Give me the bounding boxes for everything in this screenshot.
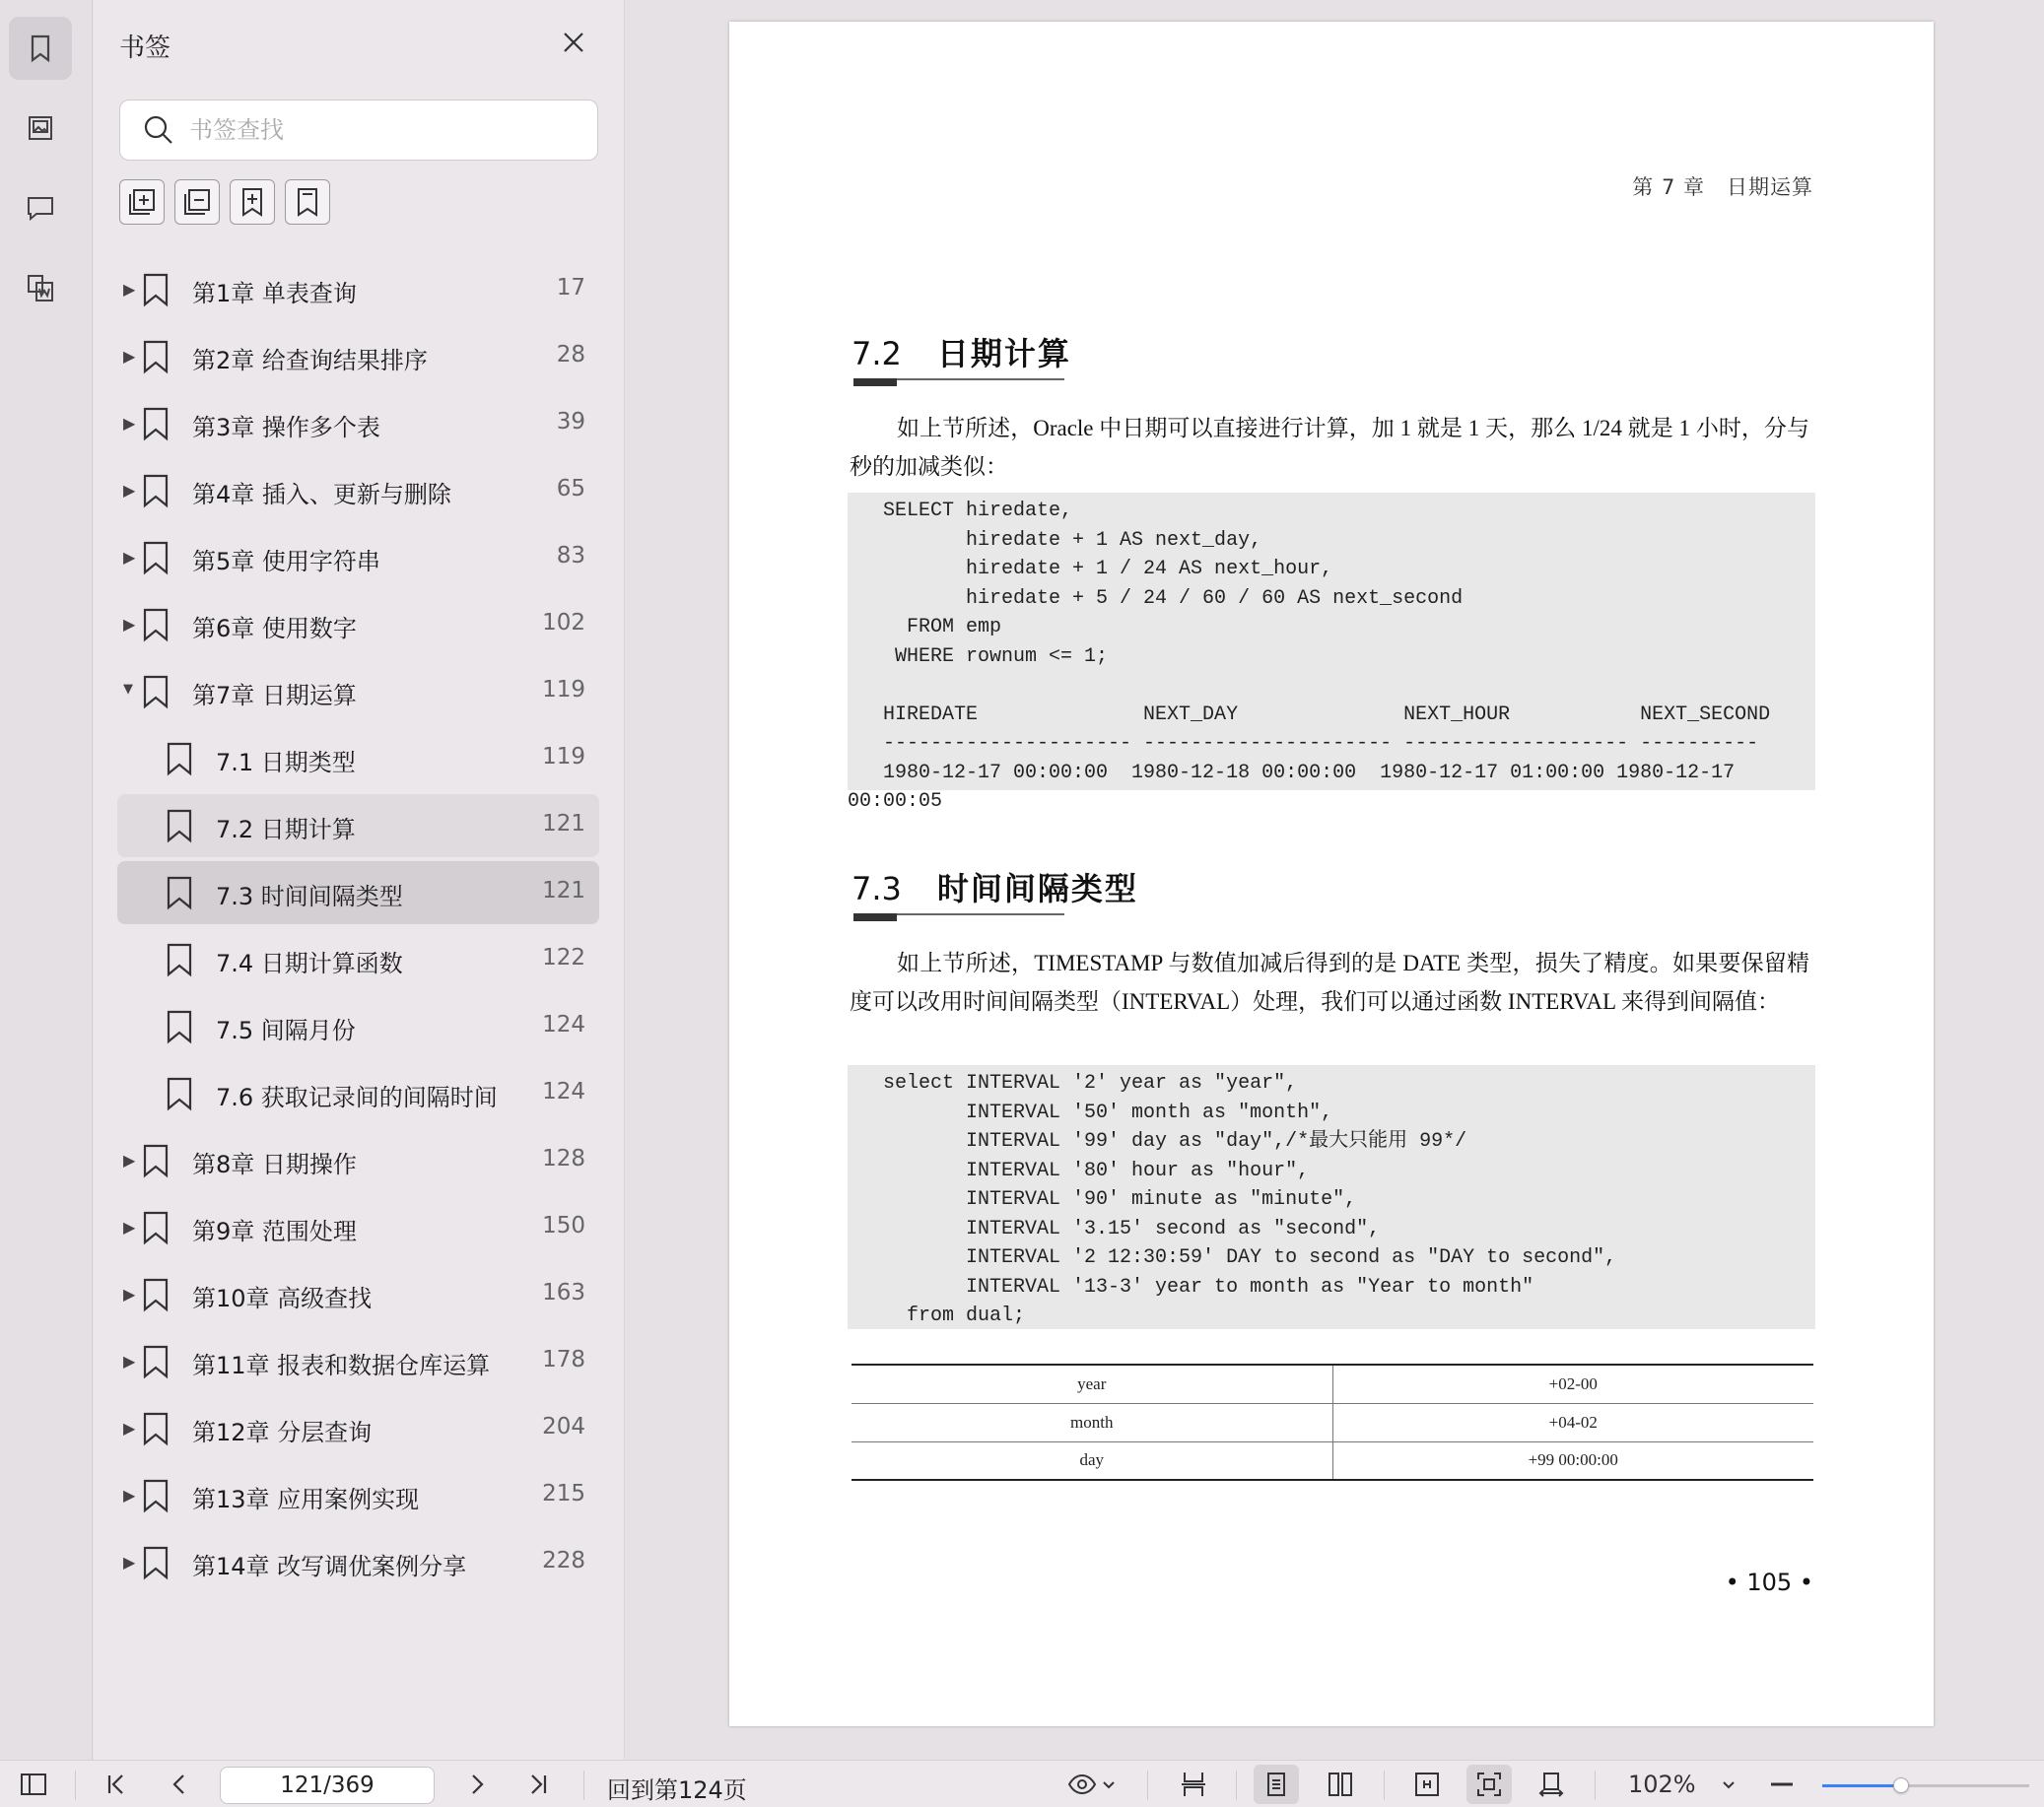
actual-size-button[interactable] [1530,1765,1573,1804]
bookmark-label: 第3章 操作多个表 [192,414,380,441]
collapsed-arrow-icon[interactable]: ▶ [123,1419,136,1438]
bookmark-page-number: 83 [556,543,585,569]
bookmark-icon [141,1277,170,1312]
bookmark-label: 第9章 范围处理 [192,1218,357,1245]
table-row [852,1441,1813,1480]
page-thumbnail-icon [24,271,57,304]
zoom-level[interactable]: 102% [1628,1771,1696,1798]
bookmark-icon [141,1478,170,1513]
page-number: • 105 • [1725,1569,1813,1596]
comment-icon [24,191,57,225]
section-rule [852,378,1062,388]
bookmark-label: 7.4 日期计算函数 [216,950,403,977]
collapsed-arrow-icon[interactable]: ▶ [123,347,136,366]
running-head: 第 7 章 日期运算 [1632,175,1813,199]
bookmark-label: 第14章 改写调优案例分享 [192,1553,467,1580]
bookmark-label: 7.3 时间间隔类型 [216,883,403,910]
next-page-button[interactable] [459,1765,495,1804]
bookmark-icon [141,473,170,508]
bookmark-icon [141,406,170,441]
bookmark-page-number: 128 [542,1146,585,1171]
bookmark-icon [141,1411,170,1446]
table-cell: +02-00 [1332,1365,1813,1403]
single-page-button[interactable] [1254,1765,1299,1804]
eye-icon [1067,1770,1097,1799]
section-heading-7-3 [852,864,1138,909]
bookmark-icon [141,674,170,709]
bookmark-toolbar [119,179,330,225]
bookmark-page-number: 39 [556,409,585,435]
bookmark-chapter-item[interactable] [117,1464,599,1527]
table-row [852,1365,1813,1403]
close-panel-button[interactable] [559,28,588,57]
panel-title: 书签 [119,33,171,63]
collapse-all-icon [180,185,214,219]
code-line: 1980-12-17 00:00:00 1980-12-18 00:00:00 1980-12-17 01:00:00 1980-12-17 [848,761,1736,784]
bookmark-icon [165,1076,194,1111]
bookmark-page-number: 65 [556,476,585,502]
bookmark-icon [141,607,170,642]
bookmark-icon [165,1009,194,1044]
bookmark-page-number: 178 [542,1347,585,1372]
bookmark-outline-icon [291,185,324,219]
zoom-slider-handle[interactable] [1893,1777,1909,1793]
bookmark-label: 第4章 插入、更新与删除 [192,481,451,508]
bookmark-icon [141,272,170,307]
zoom-slider[interactable] [1822,1784,2029,1787]
table-cell: year [852,1365,1332,1403]
bookmark-label: 第7章 日期运算 [192,682,357,709]
bookmark-page-number: 215 [542,1481,585,1506]
bookmark-label: 7.2 日期计算 [216,816,356,843]
last-page-icon [523,1770,553,1799]
zoom-out-button[interactable] [1766,1765,1798,1804]
code-block-interval [848,1065,1815,1329]
expanded-arrow-icon[interactable]: ▼ [123,682,133,697]
bottom-toolbar [0,1760,2044,1807]
code-line [848,671,1815,701]
bookmark-label: 第5章 使用字符串 [192,548,380,575]
table-cell: month [852,1403,1332,1441]
bookmark-label: 第2章 给查询结果排序 [192,347,428,374]
bookmark-page-number: 102 [542,610,585,636]
collapsed-arrow-icon[interactable]: ▶ [123,548,136,567]
code-line: hiredate + 1 AS next_day, [848,528,1262,552]
collapse-all-button[interactable] [174,179,220,225]
bookmark-section-item[interactable] [117,861,599,924]
bookmark-chapter-item[interactable] [117,526,599,589]
code-line: INTERVAL '90' minute as "minute", [848,1188,1357,1211]
page-break-icon [1179,1770,1208,1799]
fit-width-button[interactable] [1405,1765,1449,1804]
code-line: 00:00:05 [848,790,943,813]
bookmark-label: 第8章 日期操作 [192,1151,357,1178]
first-page-icon [102,1770,131,1799]
expand-all-icon [125,185,159,219]
bookmark-icon [165,875,194,910]
table-cell: day [852,1441,1332,1480]
previous-page-button[interactable] [162,1765,197,1804]
code-line: hiredate + 1 / 24 AS next_hour, [848,558,1333,580]
bookmark-page-number: 150 [542,1213,585,1238]
bookmark-section-item[interactable] [117,995,599,1058]
bookmark-chapter-item[interactable] [117,459,599,522]
code-line: hiredate + 5 / 24 / 60 / 60 AS next_second [848,586,1464,610]
chevron-down-icon [1101,1776,1117,1792]
toggle-sidebar-button[interactable] [14,1765,53,1804]
bookmark-search-box[interactable] [119,100,598,161]
bookmark-chapter-item[interactable] [117,1263,599,1326]
bookmark-label: 第13章 应用案例实现 [192,1486,420,1513]
code-line: HIREDATE NEXT_DAY NEXT_HOUR NEXT_SECOND [848,703,1771,726]
paragraph-interval: 如上节所述，TIMESTAMP 与数值加减后得到的是 DATE 类型，损失了精度。如果要保留精度可以改用时间间隔类型（INTERVAL）处理，我们可以通过函数 INTERVAL 来得到间隔值： [850,951,1809,1014]
bookmark-icon [141,1344,170,1379]
collapsed-arrow-icon[interactable]: ▶ [123,1151,136,1170]
bookmark-search-input[interactable] [189,116,564,144]
bookmark-chapter-item[interactable] [117,593,599,656]
collapsed-arrow-icon[interactable]: ▶ [123,1285,136,1304]
page-break-button[interactable] [1173,1765,1214,1804]
bookmark-page-number: 228 [542,1548,585,1573]
two-page-button[interactable] [1319,1765,1362,1804]
code-line: INTERVAL '2 12:30:59' DAY to second as "DAY to second", [848,1246,1617,1269]
section-title: 时间间隔类型 [936,870,1138,907]
collapsed-arrow-icon[interactable]: ▶ [123,1352,136,1371]
single-page-icon [1261,1770,1291,1799]
page-number-input[interactable] [220,1767,435,1804]
bookmark-label: 第10章 高级查找 [192,1285,373,1312]
bookmark-tab-button[interactable] [9,17,72,80]
bookmark-label: 第12章 分层查询 [192,1419,373,1446]
last-page-button[interactable] [520,1765,556,1804]
bookmark-icon [165,808,194,843]
bookmark-page-number: 119 [542,677,585,703]
bookmark-page-number: 124 [542,1012,585,1037]
bookmark-icon [24,32,57,65]
fit-page-button[interactable] [1466,1765,1512,1804]
collapsed-arrow-icon[interactable]: ▶ [123,1218,136,1237]
code-line: INTERVAL '13-3' year to month as "Year to month" [848,1275,1534,1299]
comment-tab-button[interactable] [9,176,72,239]
bookmark-icon [165,741,194,776]
collapsed-arrow-icon[interactable]: ▶ [123,615,136,634]
paragraph-date-calc: 如上节所述，Oracle 中日期可以直接进行计算，加 1 就是 1 天，那么 1/24 就是 1 小时，分与秒的加减类似： [850,416,1809,479]
collapsed-arrow-icon[interactable]: ▶ [123,481,136,500]
bookmark-chapter-item[interactable] [117,1129,599,1192]
two-page-icon [1326,1770,1355,1799]
bookmark-section-item[interactable] [117,1062,599,1125]
bookmark-section-item[interactable] [117,794,599,857]
code-line: INTERVAL '80' hour as "hour", [848,1159,1310,1182]
bookmark-page-number: 121 [542,878,585,904]
code-line: --------------------- --------------------- ------------------- ---------- [848,732,1759,755]
chevron-left-icon [165,1770,194,1799]
bookmark-icon [141,540,170,575]
bookmark-chapter-item[interactable] [117,1330,599,1393]
close-icon [562,31,585,54]
bookmark-page-number: 28 [556,342,585,368]
thumbnail-tab-button[interactable] [9,256,72,319]
section-number: 7.3 [852,870,902,907]
section-title: 日期计算 [936,335,1071,372]
section-rule [852,913,1062,923]
sidebar-icon-rail [0,0,93,1760]
bookmark-chapter-item[interactable] [117,660,599,723]
bookmark-icon [165,942,194,977]
code-line: WHERE rownum <= 1; [848,644,1109,668]
pdf-page [729,22,1934,1726]
table-cell: +99 00:00:00 [1332,1441,1813,1480]
add-bookmark-icon [236,185,269,219]
bookmark-icon [141,339,170,374]
code-line: INTERVAL '99' day as "day",/*最大只能用 99*/ [848,1130,1467,1153]
bookmark-icon [141,1545,170,1580]
zoom-dropdown-button[interactable] [1717,1765,1740,1804]
view-mode-dropdown[interactable] [1062,1765,1122,1804]
bookmark-label: 第11章 报表和数据仓库运算 [192,1352,491,1379]
bookmark-page-number: 163 [542,1280,585,1305]
bookmark-page-number: 204 [542,1414,585,1439]
bookmark-page-number: 122 [542,945,585,970]
bookmark-chapter-item[interactable] [117,1397,599,1460]
code-line: FROM emp [848,616,1002,638]
bookmark-label: 第6章 使用数字 [192,615,357,642]
section-number: 7.2 [852,335,902,372]
bookmark-label: 7.6 获取记录间的间隔时间 [216,1084,498,1111]
go-to-page-link[interactable]: 回到第124页 [607,1776,747,1804]
bookmark-chapter-item[interactable] [117,1531,599,1594]
interval-result-table [852,1364,1813,1481]
table-cell: +04-02 [1332,1403,1813,1441]
bookmark-section-item[interactable] [117,727,599,790]
bookmark-page-number: 17 [556,275,585,301]
image-icon [24,111,57,145]
document-viewport[interactable] [626,0,2044,1760]
bookmark-page-number: 121 [542,811,585,837]
collapsed-arrow-icon[interactable]: ▶ [123,1553,136,1572]
bookmark-panel [94,0,625,1760]
image-tab-button[interactable] [9,97,72,160]
bookmark-icon [141,1143,170,1178]
code-line: from dual; [848,1305,1026,1327]
sidebar-toggle-icon [19,1770,48,1799]
code-block-date-calc [848,493,1815,813]
chevron-down-icon [1721,1776,1737,1792]
collapsed-arrow-icon[interactable]: ▶ [123,414,136,433]
actual-size-icon [1536,1770,1566,1799]
first-page-button[interactable] [99,1765,134,1804]
chevron-right-icon [462,1770,492,1799]
bookmark-label: 第1章 单表查询 [192,280,357,307]
collapsed-arrow-icon[interactable]: ▶ [123,280,136,299]
bookmark-page-number: 124 [542,1079,585,1104]
bookmark-chapter-item[interactable] [117,392,599,455]
fit-page-icon [1474,1770,1504,1799]
bookmark-label: 7.1 日期类型 [216,749,356,776]
fit-width-icon [1412,1770,1442,1799]
bookmark-chapter-item[interactable] [117,258,599,321]
code-line: select INTERVAL '2' year as "year", [848,1072,1298,1095]
bookmark-section-item[interactable] [117,928,599,991]
bookmark-button[interactable] [285,179,330,225]
minus-icon [1767,1770,1797,1799]
expand-all-button[interactable] [119,179,165,225]
add-bookmark-button[interactable] [230,179,275,225]
bookmark-label: 7.5 间隔月份 [216,1017,356,1044]
bookmark-icon [141,1210,170,1245]
code-line: SELECT hiredate, [848,500,1073,522]
search-icon [142,113,175,147]
code-line: INTERVAL '50' month as "month", [848,1101,1333,1124]
code-line: INTERVAL '3.15' second as "second", [848,1217,1381,1240]
bookmark-chapter-item[interactable] [117,1196,599,1259]
bookmark-page-number: 119 [542,744,585,770]
bookmark-chapter-item[interactable] [117,325,599,388]
section-heading-7-2 [852,329,1071,374]
collapsed-arrow-icon[interactable]: ▶ [123,1486,136,1505]
table-row [852,1403,1813,1441]
